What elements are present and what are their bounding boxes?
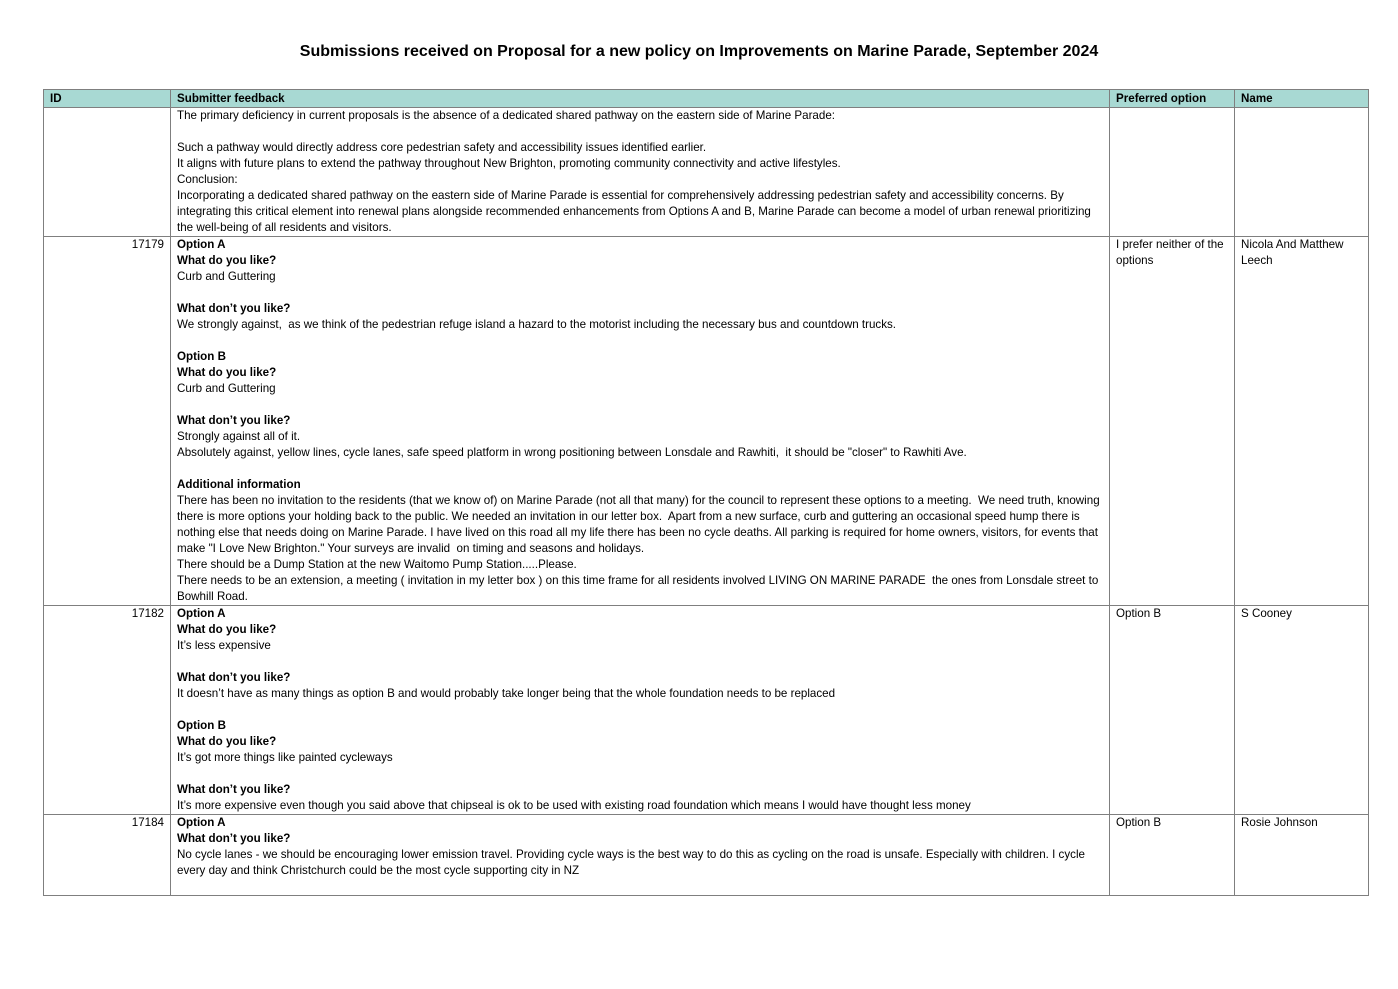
feedback-heading: Option B [177, 719, 226, 732]
feedback-heading: Additional information [177, 478, 301, 491]
submitter-feedback [171, 815, 1110, 896]
column-header-preferred-option: Preferred option [1110, 90, 1235, 108]
submissions-table [43, 89, 1369, 896]
feedback-line: There should be a Dump Station at the new Waitomo Pump Station.....Please. [177, 558, 577, 571]
submission-id [44, 108, 171, 237]
feedback-line: It doesn’t have as many things as option B and would probably take longer being that the whole foundation needs to be replaced [177, 687, 836, 700]
table-header [44, 90, 1369, 108]
feedback-spacer [177, 397, 1103, 413]
feedback-heading: What do you like? [177, 366, 277, 379]
feedback-heading: Option B [177, 350, 226, 363]
feedback-heading: What do you like? [177, 735, 277, 748]
feedback-heading: What don’t you like? [177, 302, 291, 315]
preferred-option: Option B [1110, 815, 1235, 896]
feedback-line: There has been no invitation to the residents (that we know of) on Marine Parade (not all that many) for the council to represent these options to a meeting. We need truth, knowing there is more options your holding back to the public. We needed an invitation in our letter box. Apart from a new surface, curb and guttering an occasional speed hump there is nothing else that needs doing on Marine Parade. I have lived on this road all my life there has been no cycle deaths. All parking is required for home owners, visitors, for events that make "I Love New Brighton." Your surveys are invalid on timing and seasons and holidays. [177, 494, 1103, 555]
table-body [44, 108, 1369, 896]
feedback-spacer [177, 461, 1103, 477]
feedback-line: There needs to be an extension, a meeting ( invitation in my letter box ) on this time frame for all residents involved LIVING ON MARINE PARADE the ones from Lonsdale street to Bowhill Road. [177, 574, 1102, 603]
feedback-heading: Option A [177, 607, 226, 620]
preferred-option: Option B [1110, 606, 1235, 815]
document-title: Submissions received on Proposal for a new policy on Improvements on Marine Parade, September 2024 [299, 43, 1099, 60]
feedback-spacer [177, 654, 1103, 670]
submitter-name: Rosie Johnson [1235, 815, 1369, 896]
feedback-spacer [177, 702, 1103, 718]
feedback-line: No cycle lanes - we should be encouraging lower emission travel. Providing cycle ways is the best way to do this as cycling on the road is unsafe. Especially with children. I cycle every day and think Christchurch could be the most cycle supporting city in NZ [177, 848, 1089, 877]
feedback-line: Strongly against all of it. [177, 430, 301, 443]
feedback-spacer [177, 124, 1103, 140]
table-row [44, 108, 1369, 237]
feedback-line: The primary deficiency in current proposals is the absence of a dedicated shared pathway on the eastern side of Marine Parade: [177, 109, 835, 122]
feedback-spacer [177, 766, 1103, 782]
submitter-feedback [171, 108, 1110, 237]
submitter-name: S Cooney [1235, 606, 1369, 815]
feedback-heading: What do you like? [177, 254, 277, 267]
table-row [44, 815, 1369, 896]
feedback-heading: Option A [177, 238, 226, 251]
submission-id: 17182 [44, 606, 171, 815]
feedback-line: It aligns with future plans to extend the pathway throughout New Brighton, promoting community connectivity and active lifestyles. [177, 157, 841, 170]
feedback-heading: What don’t you like? [177, 832, 291, 845]
feedback-spacer [177, 333, 1103, 349]
submitter-feedback [171, 237, 1110, 606]
feedback-line: Conclusion: [177, 173, 238, 186]
feedback-heading: What don’t you like? [177, 414, 291, 427]
column-header-id: ID [44, 90, 171, 108]
feedback-line: Absolutely against, yellow lines, cycle lanes, safe speed platform in wrong positioning between Lonsdale and Rawhiti, it should be "closer" to Rawhiti Ave. [177, 446, 967, 459]
feedback-line: Such a pathway would directly address core pedestrian safety and accessibility issues identified earlier. [177, 141, 707, 154]
table-row [44, 237, 1369, 606]
submitter-feedback [171, 606, 1110, 815]
feedback-heading: What do you like? [177, 623, 277, 636]
feedback-line: Curb and Guttering [177, 270, 276, 283]
feedback-line: We strongly against, as we think of the pedestrian refuge island a hazard to the motorist including the necessary bus and countdown trucks. [177, 318, 897, 331]
submitter-name: Nicola And Matthew Leech [1235, 237, 1369, 606]
feedback-line: It’s got more things like painted cycleways [177, 751, 393, 764]
feedback-line: It’s more expensive even though you said above that chipseal is ok to be used with existing road foundation which means I would have thought less money [177, 799, 971, 812]
table-row [44, 606, 1369, 815]
preferred-option: I prefer neither of the options [1110, 237, 1235, 606]
feedback-heading: Option A [177, 816, 226, 829]
header-row [44, 90, 1369, 108]
feedback-heading: What don’t you like? [177, 671, 291, 684]
column-header-name: Name [1235, 90, 1369, 108]
submission-id: 17179 [44, 237, 171, 606]
feedback-spacer [177, 285, 1103, 301]
feedback-line: Incorporating a dedicated shared pathway on the eastern side of Marine Parade is essential for comprehensively addressing pedestrian safety and accessibility concerns. By integrating this critical element into renewal plans alongside recommended enhancements from Options A and B, Marine Parade can become a model of urban renewal prioritizing the well-being of all residents and visitors. [177, 189, 1095, 234]
feedback-line: It’s less expensive [177, 639, 271, 652]
column-header-feedback: Submitter feedback [171, 90, 1110, 108]
submitter-name [1235, 108, 1369, 237]
feedback-line: Curb and Guttering [177, 382, 276, 395]
preferred-option [1110, 108, 1235, 237]
feedback-heading: What don’t you like? [177, 783, 291, 796]
submission-id: 17184 [44, 815, 171, 896]
